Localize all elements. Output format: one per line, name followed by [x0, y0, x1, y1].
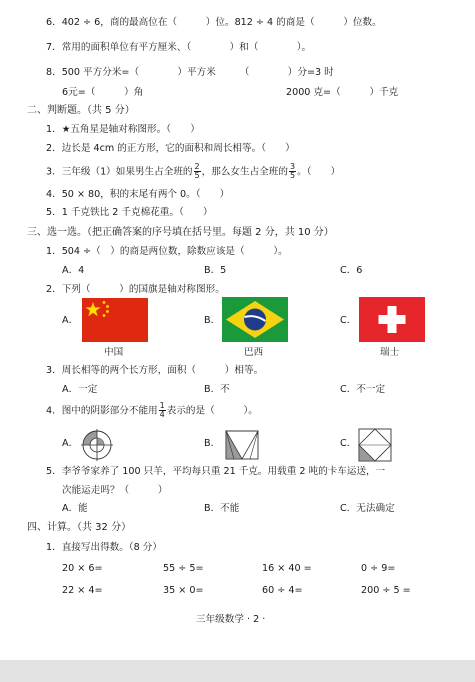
judge-3	[46, 163, 340, 180]
choice-2-option-c: C．	[340, 315, 357, 326]
china-flag-caption: 中国	[104, 347, 124, 358]
choice-4-option-c: C．	[340, 438, 357, 449]
choice-2-option-a: A．	[62, 315, 79, 326]
judge-1: 1．★五角星是轴对称图形。（ ）	[46, 124, 200, 135]
calc-item: 55 ÷ 5=	[163, 563, 204, 574]
fraction-numerator: 3	[289, 162, 296, 171]
viewer-bottom-strip	[0, 660, 475, 682]
choice-5-option-c: C．无法确定	[340, 503, 395, 514]
judge-4: 4．50 × 80，积的末尾有两个 0。（ ）	[46, 189, 230, 200]
choice-4-text-post: 表示的是（ ）。	[166, 405, 258, 417]
question-8-line-2-right: 2000 克=（ ）千克	[286, 87, 399, 98]
question-7: 7．常用的面积单位有平方厘米、（ ）和（ ）。	[46, 42, 312, 53]
choice-1-option-a: A．4	[62, 265, 85, 276]
judge-3-text-mid: ，那么女生占全班的	[201, 166, 288, 178]
figure-a-circle	[80, 428, 114, 462]
choice-3: 3．周长相等的两个长方形，面积（ ）相等。	[46, 365, 264, 376]
calc-item: 60 ÷ 4=	[262, 585, 303, 596]
judge-5: 5．1 千克铁比 2 千克棉花重。（ ）	[46, 207, 213, 218]
fraction-denominator: 5	[289, 171, 296, 180]
choice-1-option-c: C．6	[340, 265, 363, 276]
choice-5-line-2: 次能运走吗？（ ）	[62, 485, 168, 496]
choice-5-option-a: A．能	[62, 503, 88, 514]
section-2-heading: 二、判断题。（共 5 分）	[27, 105, 135, 116]
choice-4-option-a: A．	[62, 438, 79, 449]
choice-2-option-b: B．	[204, 315, 221, 326]
choice-2: 2．下列（ ）的国旗是轴对称图形。	[46, 284, 225, 295]
judge-3-text-pre: 3．三年级（1）如果男生占全班的	[46, 166, 193, 178]
switzerland-flag-caption: 瑞士	[380, 347, 400, 358]
choice-4	[46, 402, 258, 419]
fraction-two-fifths	[194, 163, 201, 180]
page-footer: 三年级数学 · 2 ·	[196, 614, 266, 625]
choice-5-option-b: B．不能	[204, 503, 240, 514]
choice-5-line-1: 5．李爷爷家养了 100 只羊，平均每只重 21 千克。用载重 2 吨的卡车运送，一	[46, 466, 386, 477]
judge-2: 2．边长是 4cm 的正方形，它的面积和周长相等。（ ）	[46, 143, 295, 154]
calc-item: 20 × 6=	[62, 563, 103, 574]
brazil-flag-image	[222, 297, 288, 342]
section-3-heading: 三、选一选。（把正确答案的序号填在括号里。每题 2 分，共 10 分）	[27, 227, 334, 238]
fraction-denominator: 4	[159, 410, 165, 419]
calc-item: 16 × 40 =	[262, 563, 312, 574]
fraction-three-fifths	[289, 163, 296, 180]
choice-3-option-a: A．一定	[62, 384, 98, 395]
choice-1-option-b: B．5	[204, 265, 227, 276]
judge-3-text-post: 。（ ）	[297, 166, 341, 178]
china-flag-image	[82, 298, 148, 342]
choice-1: 1．504 ÷（ ）的商是两位数，除数应该是（ ）。	[46, 246, 288, 257]
choice-4-text-pre: 4．图中的阴影部分不能用	[46, 405, 158, 417]
fraction-denominator: 5	[194, 171, 200, 180]
fraction-numerator: 2	[194, 162, 200, 171]
calc-item: 35 × 0=	[163, 585, 204, 596]
question-8-line-2-left: 6元=（ ）角	[62, 87, 144, 98]
figure-c-diamond	[356, 426, 394, 464]
switzerland-flag-image	[359, 297, 425, 342]
fraction-numerator: 1	[159, 401, 165, 410]
calc-item: 22 × 4=	[62, 585, 103, 596]
fraction-one-quarter	[159, 402, 166, 419]
question-6: 6．402 ÷ 6，商的最高位在（ ）位。812 ÷ 4 的商是（ ）位数。	[46, 17, 382, 28]
calc-item: 0 ÷ 9=	[361, 563, 396, 574]
choice-3-option-b: B．不	[204, 384, 230, 395]
section-4-heading: 四、计算。（共 32 分）	[27, 522, 132, 533]
choice-3-option-c: C．不一定	[340, 384, 386, 395]
figure-b-square	[222, 428, 262, 462]
calc-1-heading: 1．直接写出得数。（8 分）	[46, 542, 162, 553]
calc-item: 200 ÷ 5 =	[361, 585, 411, 596]
question-8-line-1: 8．500 平方分米=（ ）平方米 （ ）分=3 时	[46, 67, 334, 78]
choice-4-option-b: B．	[204, 438, 221, 449]
brazil-flag-caption: 巴西	[244, 347, 264, 358]
